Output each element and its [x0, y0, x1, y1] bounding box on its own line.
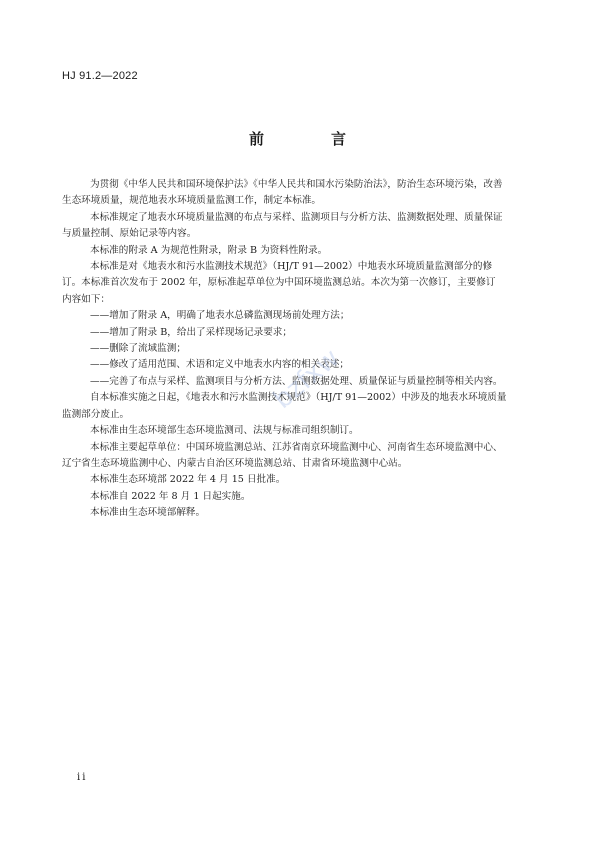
paragraph-line: 本标准生态环境部 2022 年 4 月 15 日批准。: [90, 474, 286, 486]
paragraph-line: 自本标准实施之日起，《地表水和污水监测技术规范》（HJ/T 91—2002）中涉及的地表水环境质量: [90, 392, 507, 404]
list-item: [90, 308, 530, 324]
paragraph-line: 监测部分废止。: [62, 408, 130, 420]
list-item: [90, 325, 530, 341]
page-title: 前 言: [248, 130, 372, 148]
page-number: ii: [77, 772, 88, 783]
paragraph-line: 本标准规定了地表水环境质量监测的布点与采样、监测项目与分析方法、监测数据处理、质量保证: [90, 211, 503, 223]
list-item-text: ——增加了附录 B，给出了采样现场记录要求；: [90, 326, 292, 338]
list-item: [90, 357, 530, 373]
list-item-text: ——删除了流域监测；: [90, 343, 186, 355]
standard-code: HJ 91.2—2022: [62, 70, 138, 82]
foreword-body: [62, 177, 530, 522]
list-item-text: ——修改了适用范围、术语和定义中地表水内容的相关表述；: [90, 359, 350, 371]
paragraph-10: [90, 505, 530, 521]
paragraph-line: 内容如下：: [62, 293, 110, 305]
list-item-text: ——完善了布点与采样、监测项目与分析方法、监测数据处理、质量保证与质量控制等相关内容。: [90, 375, 503, 387]
list-item: [90, 374, 530, 390]
paragraph-4: [62, 259, 530, 308]
paragraph-line: 生态环境质量，规范地表水环境质量监测工作，制定本标准。: [62, 195, 322, 207]
paragraph-line: 为贯彻《中华人民共和国环境保护法》《中华人民共和国水污染防治法》，防治生态环境污染，改善: [90, 179, 503, 190]
paragraph-line: 本标准主要起草单位：中国环境监测总站、江苏省南京环境监测中心、河南省生态环境监测中心、: [90, 441, 503, 453]
paragraph-line: 与质量控制、原始记录等内容。: [62, 228, 197, 240]
paragraph-9: [90, 489, 530, 505]
paragraph-5: [62, 390, 530, 423]
paragraph-line: 辽宁省生态环境监测中心、内蒙古自治区环境监测总站、甘肃省环境监测中心站。: [62, 457, 408, 469]
paragraph-8: [90, 472, 530, 488]
paragraph-line: 本标准由生态环境部解释。: [90, 507, 206, 519]
paragraph-7: [62, 440, 530, 473]
paragraph-line: 本标准自 2022 年 8 月 1 日起实施。: [90, 490, 251, 502]
paragraph-2: [62, 210, 530, 243]
paragraph-6: [90, 423, 530, 439]
list-item-text: ——增加了附录 A，明确了地表水总磷监测现场前处理方法；: [90, 310, 350, 322]
paragraph-line: 订。本标准首次发布于 2002 年，原标准起草单位为中国环境监测总站。本次为第一次修订，主要修订: [62, 277, 496, 289]
paragraph-3: [90, 243, 530, 259]
paragraph-line: 本标准的附录 A 为规范性附录，附录 B 为资料性附录。: [90, 244, 328, 256]
paragraph-line: 本标准是对《地表水和污水监测技术规范》（HJ/T 91—2002）中地表水环境质量监测部分的修: [90, 261, 493, 273]
watermark: bzfxw: [268, 343, 346, 415]
paragraph-1: [62, 177, 530, 210]
list-item: [90, 341, 530, 357]
paragraph-line: 本标准由生态环境部生态环境监测司、法规与标准司组织制订。: [90, 425, 359, 437]
